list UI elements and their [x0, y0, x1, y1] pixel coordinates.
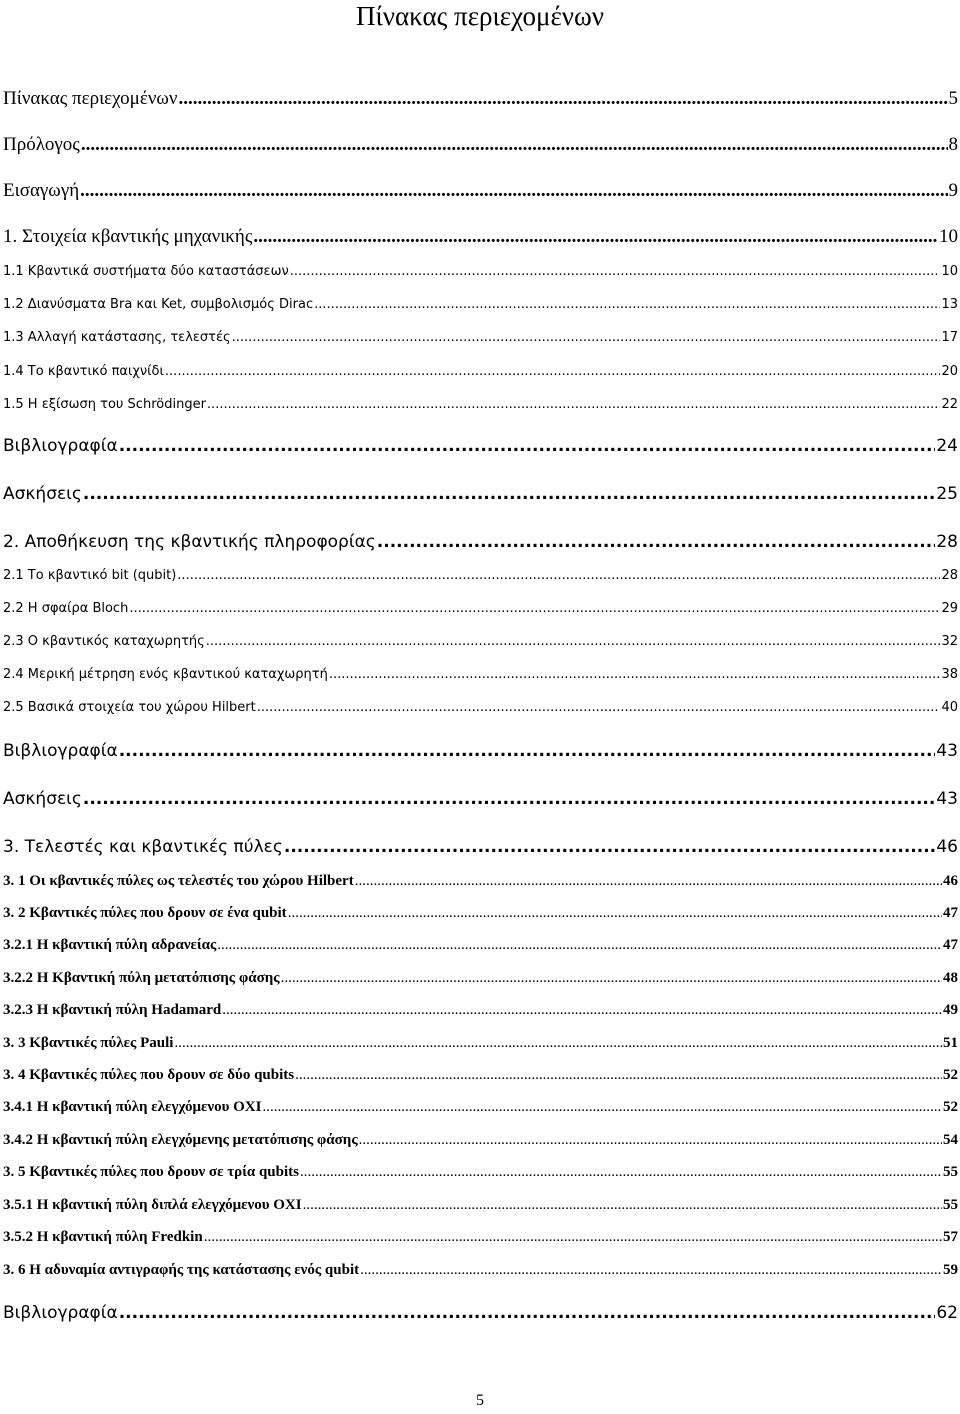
toc-entry-label: 3.4.2 Η κβαντική πύλη ελεγχόμενης μετατόπισης φάσης	[3, 1132, 358, 1148]
toc-entry-page: 10	[939, 226, 958, 247]
toc-leader-dots	[80, 180, 947, 202]
toc-entry[interactable]	[3, 568, 958, 583]
toc-entry-label: 3.2.2 Η Κβαντική πύλη μετατόπισης φάσης	[3, 970, 280, 986]
toc-entry-page: 32	[941, 634, 958, 649]
toc-entry-page: 24	[936, 436, 958, 456]
toc-entry-page: 47	[943, 905, 958, 921]
toc-entry-page: 55	[943, 1197, 958, 1213]
toc-leader-dots	[329, 667, 941, 682]
toc-entry[interactable]	[3, 667, 958, 682]
toc-leader-dots	[119, 741, 936, 761]
toc-leader-dots	[377, 532, 936, 552]
toc-entry-label: Πρόλογος	[3, 134, 80, 155]
toc-entry-page: 38	[941, 667, 958, 682]
toc-entry-label: Βιβλιογραφία	[3, 436, 118, 456]
toc-leader-dots	[281, 970, 942, 987]
toc-leader-dots	[81, 134, 948, 156]
toc-entry-label: 3.5.1 Η κβαντική πύλη διπλά ελεγχόμενου ΟΧΙ	[3, 1197, 302, 1213]
toc-entry-label: 1.3 Αλλαγή κατάστασης, τελεστές	[3, 330, 231, 345]
toc-leader-dots	[295, 1067, 942, 1084]
toc-entry-label: Ασκήσεις	[3, 484, 82, 504]
toc-entry-label: Εισαγωγή	[3, 180, 80, 201]
toc-entry-label: 3. 5 Κβαντικές πύλες που δρουν σε τρία qubits	[3, 1164, 299, 1180]
toc-entry[interactable]	[3, 741, 958, 761]
toc-entry[interactable]	[3, 1002, 958, 1019]
toc-entry[interactable]	[3, 905, 958, 922]
toc-leader-dots	[165, 364, 941, 379]
toc-entry-label: Βιβλιογραφία	[3, 1303, 118, 1323]
toc-entry-page: 25	[936, 484, 958, 504]
toc-leader-dots	[207, 397, 941, 412]
toc-entry-page: 52	[943, 1099, 958, 1115]
page-title: Πίνακας περιεχομένων	[355, 1, 604, 31]
toc-entry-label: 1.4 Το κβαντικό παιχνίδι	[3, 364, 164, 379]
page-number: 5	[476, 1392, 484, 1409]
toc-leader-dots	[257, 700, 941, 715]
toc-entry-label: 3. 6 Η αδυναμία αντιγραφής της κατάστασης ενός qubit	[3, 1262, 360, 1278]
toc-entry[interactable]	[3, 1164, 958, 1181]
toc-entry[interactable]	[3, 330, 958, 345]
toc-leader-dots	[355, 873, 942, 890]
toc-entry-page: 13	[941, 297, 958, 312]
toc-entry-label: 2.4 Μερική μέτρηση ενός κβαντικού καταχωρητή	[3, 667, 328, 682]
toc-entry-page: 52	[943, 1067, 958, 1083]
toc-entry-label: 2.3 Ο κβαντικός καταχωρητής	[3, 634, 205, 649]
toc-entry-label: 1.2 Διανύσματα Bra και Ket, συμβολισμός Dirac	[3, 297, 314, 312]
toc-entry-page: 51	[943, 1035, 958, 1051]
toc-entry-label: 1. Στοιχεία κβαντικής μηχανικής	[3, 226, 253, 247]
toc-entry[interactable]	[3, 1099, 958, 1116]
toc-entry-label: 3.2.1 Η κβαντική πύλη αδρανείας	[3, 937, 217, 953]
toc-leader-dots	[204, 1229, 942, 1246]
toc-entry[interactable]	[3, 180, 958, 202]
toc-entry[interactable]	[3, 436, 958, 456]
toc-leader-dots	[119, 1303, 936, 1323]
toc-entry[interactable]	[3, 264, 958, 279]
toc-entry-page: 29	[941, 601, 958, 616]
toc-leader-dots	[177, 568, 940, 583]
toc-entry-label: 3. 1 Οι κβαντικές πύλες ως τελεστές του χώρου Hilbert	[3, 873, 354, 889]
toc-entry-label: 3. 3 Κβαντικές πύλες Pauli	[3, 1035, 174, 1051]
toc-entry-page: 28	[941, 568, 958, 583]
toc-entry-page: 22	[941, 397, 958, 412]
toc-leader-dots	[359, 1132, 942, 1149]
toc-entry-label: 3. Τελεστές και κβαντικές πύλες	[3, 837, 283, 857]
toc-entry[interactable]	[3, 1132, 958, 1149]
toc-entry[interactable]	[3, 937, 958, 954]
toc-leader-dots	[300, 1164, 942, 1181]
toc-leader-dots	[262, 1099, 942, 1116]
toc-entry-label: 2.2 Η σφαίρα Bloch	[3, 601, 129, 616]
toc-entry-label: 1.1 Κβαντικά συστήματα δύο καταστάσεων	[3, 264, 289, 279]
toc-leader-dots	[217, 937, 942, 954]
toc-entry[interactable]	[3, 1197, 958, 1214]
toc-entry-label: 3. 2 Κβαντικές πύλες που δρουν σε ένα qubit	[3, 905, 287, 921]
toc-leader-dots	[253, 226, 938, 248]
toc-entry[interactable]	[3, 397, 958, 412]
toc-entry-label: 3.2.3 Η κβαντική πύλη Hadamard	[3, 1002, 222, 1018]
toc-entry-page: 62	[936, 1303, 958, 1323]
toc-entry-page: 47	[943, 937, 958, 953]
toc-leader-dots	[360, 1262, 942, 1279]
toc-leader-dots	[129, 601, 940, 616]
toc-leader-dots	[290, 264, 941, 279]
toc-entry[interactable]	[3, 134, 958, 156]
toc-entry[interactable]	[3, 364, 958, 379]
toc-entry-page: 10	[941, 264, 958, 279]
toc-entry[interactable]	[3, 297, 958, 312]
toc-leader-dots	[83, 789, 935, 809]
toc-entry-page: 40	[941, 700, 958, 715]
toc-entry[interactable]	[3, 1067, 958, 1084]
toc-entry[interactable]	[3, 532, 958, 552]
toc-entry[interactable]	[3, 789, 958, 809]
toc-entry-label: 3. 4 Κβαντικές πύλες που δρουν σε δύο qubits	[3, 1067, 295, 1083]
toc-leader-dots	[222, 1002, 942, 1019]
toc-entry-label: 1.5 Η εξίσωση του Schrödinger	[3, 397, 206, 412]
toc-entry[interactable]	[3, 837, 958, 857]
toc-entry-label: 3.5.2 Η κβαντική πύλη Fredkin	[3, 1229, 203, 1245]
toc-leader-dots	[314, 297, 940, 312]
toc-leader-dots	[179, 88, 948, 110]
toc-entry[interactable]	[3, 484, 958, 504]
toc-entry-label: 3.4.1 Η κβαντική πύλη ελεγχόμενου ΟΧΙ	[3, 1099, 262, 1115]
toc-entry[interactable]	[3, 88, 958, 110]
toc-entry[interactable]	[3, 1229, 958, 1246]
toc-entry-page: 59	[943, 1262, 958, 1278]
toc-entry-label: 2.5 Βασικά στοιχεία του χώρου Hilbert	[3, 700, 256, 715]
toc-leader-dots	[288, 905, 942, 922]
toc-leader-dots	[119, 436, 936, 456]
toc-entry-label: 2.1 Το κβαντικό bit (qubit)	[3, 568, 177, 583]
toc-leader-dots	[232, 330, 941, 345]
toc-entry-label: Πίνακας περιεχομένων	[3, 88, 178, 109]
toc-entry[interactable]	[3, 700, 958, 715]
toc-entry[interactable]	[3, 634, 958, 649]
toc-entry-page: 49	[943, 1002, 958, 1018]
toc-leader-dots	[284, 837, 936, 857]
toc-entry-page: 48	[943, 970, 958, 986]
toc-entry-page: 43	[936, 789, 958, 809]
toc-entry-label: Βιβλιογραφία	[3, 741, 118, 761]
toc-entry-page: 28	[936, 532, 958, 552]
toc-entry-page: 8	[948, 134, 958, 155]
toc-entry[interactable]	[3, 873, 958, 890]
toc-leader-dots	[174, 1035, 942, 1052]
toc-leader-dots	[303, 1197, 942, 1214]
toc-entry-page: 55	[943, 1164, 958, 1180]
toc-entry-page: 9	[948, 180, 958, 201]
toc-entry-page: 20	[941, 364, 958, 379]
toc-entry-page: 57	[943, 1229, 958, 1245]
toc-entry-page: 17	[941, 330, 958, 345]
toc-entry[interactable]	[3, 1303, 958, 1323]
toc-entry-label: Ασκήσεις	[3, 789, 82, 809]
toc-entry[interactable]	[3, 226, 958, 248]
toc-entry-page: 43	[936, 741, 958, 761]
toc-leader-dots	[206, 634, 941, 649]
toc-entry[interactable]	[3, 970, 958, 987]
toc-entry[interactable]	[3, 1262, 958, 1279]
toc-entry[interactable]	[3, 601, 958, 616]
toc-entry-page: 46	[943, 873, 958, 889]
toc-entry-page: 54	[943, 1132, 958, 1148]
toc-entry-page: 46	[936, 837, 958, 857]
toc-entry-page: 5	[948, 88, 958, 109]
toc-entry-label: 2. Αποθήκευση της κβαντικής πληροφορίας	[3, 532, 376, 552]
toc-leader-dots	[83, 484, 935, 504]
toc-entry[interactable]	[3, 1035, 958, 1052]
